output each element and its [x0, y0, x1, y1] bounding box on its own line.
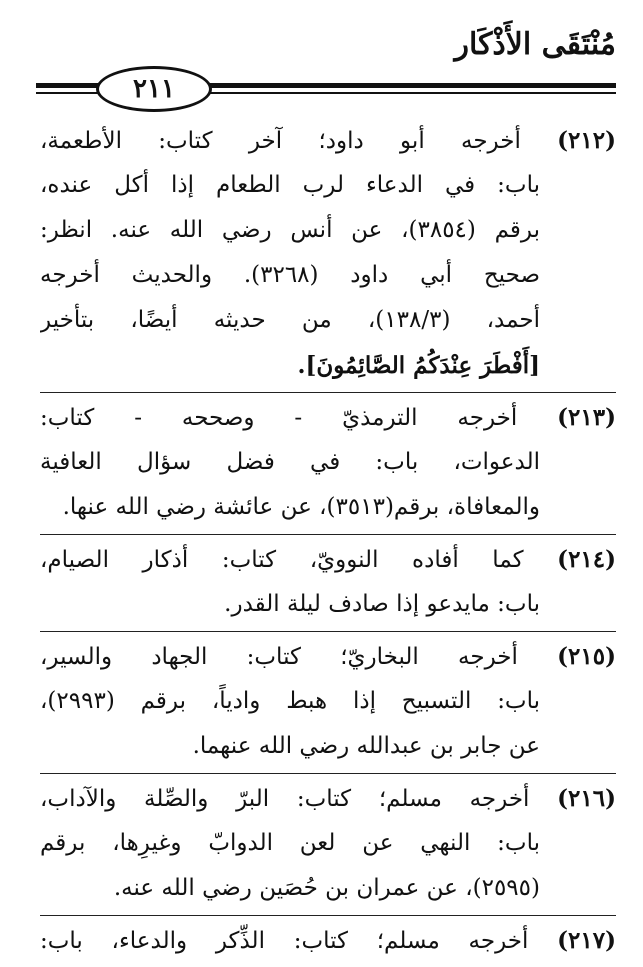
footnotes-list	[40, 118, 616, 967]
note-line: باب: مايدعو إذا صادف ليلة القدر.	[224, 591, 540, 617]
note-line: باب: التسبيح إذا هبط وادياً، برقم (٢٩٩٣)،	[40, 688, 540, 714]
page-number-badge	[96, 66, 212, 112]
note-text: أخرجه مسلم؛ كتاب: البرّ والصِّلة والآداب،	[40, 786, 530, 812]
note-line	[40, 118, 616, 163]
note-line	[40, 634, 616, 679]
note-text: أخرجه مسلم؛ كتاب: الذِّكر والدعاء، باب:	[40, 928, 529, 954]
note-line: عن جابر بن عبدالله رضي الله عنهما.	[192, 733, 540, 759]
note-number: (٢١٧)	[557, 927, 616, 954]
note-text: أخرجه أبو داود؛ آخر كتاب: الأطعمة،	[40, 128, 521, 154]
note-line	[40, 918, 616, 963]
note-number: (٢١٦)	[557, 785, 616, 812]
page-number: ٢١١	[133, 74, 175, 104]
note-215	[40, 631, 616, 773]
note-text: كما أفاده النوويّ، كتاب: أذكار الصيام،	[40, 547, 524, 573]
page-header	[36, 20, 616, 104]
note-216	[40, 773, 616, 915]
note-number: (٢١٥)	[557, 643, 616, 670]
note-line: باب: النهي عن لعن الدوابّ وغيرِها، برقم	[40, 830, 540, 856]
note-212	[40, 118, 616, 392]
note-213	[40, 392, 616, 534]
note-line	[40, 537, 616, 582]
note-number: (٢١٤)	[557, 546, 616, 573]
note-214	[40, 534, 616, 631]
note-line	[40, 395, 616, 440]
note-line: والمعافاة، برقم(٣٥١٣)، عن عائشة رضي الله عنها.	[62, 494, 540, 520]
note-number: (٢١٢)	[557, 127, 616, 154]
note-line-quote: [أَفْطَرَ عِنْدَكُمُ الصَّائِمُونَ].	[297, 352, 540, 379]
note-line: برقم (٣٨٥٤)، عن أنس رضي الله عنه. انظر:	[40, 217, 540, 243]
note-line: الدعوات، باب: في فضل سؤال العافية	[40, 449, 540, 475]
note-line: أحمد، (١٣٨/٣)، من حديثه أيضًا، بتأخير	[40, 307, 540, 333]
note-text: أخرجه الترمذيّ - وصححه - كتاب:	[40, 405, 518, 431]
note-line: صحيح أبي داود (٣٢٦٨). والحديث أخرجه	[40, 262, 540, 288]
book-title: مُنْتَقَى الأَذْكَار	[454, 27, 616, 62]
note-text: أخرجه البخاريّ؛ كتاب: الجهاد والسير،	[40, 644, 518, 670]
note-line: (٢٥٩٥)، عن عمران بن حُصَين رضي الله عنه.	[113, 875, 540, 901]
note-line: باب: في الدعاء لرب الطعام إذا أكل عنده،	[40, 172, 540, 198]
note-line	[40, 776, 616, 821]
note-217	[40, 915, 616, 967]
note-number: (٢١٣)	[557, 404, 616, 431]
